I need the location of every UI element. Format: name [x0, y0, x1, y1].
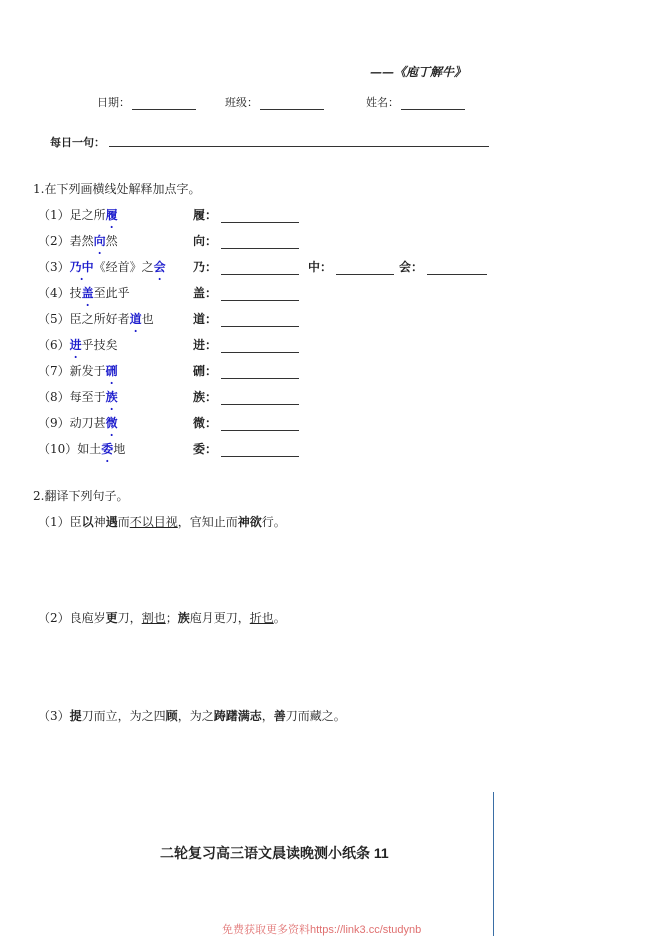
- item-text: 也: [141, 312, 154, 326]
- sentence-text: 臣: [69, 515, 82, 529]
- dotted-char: 道: [129, 312, 142, 326]
- answer-blank[interactable]: [221, 236, 299, 249]
- class-label: 班级：: [225, 96, 258, 109]
- sentence-text: ；: [165, 611, 178, 625]
- next-page-title: 二轮复习高三语文晨读晚测小纸条 11: [160, 845, 389, 861]
- key-word: 神欲: [237, 515, 262, 529]
- q1-answer-5[interactable]: [193, 310, 299, 327]
- item-number: （4）: [38, 286, 70, 300]
- key-word: 提: [69, 709, 82, 723]
- key-word: 以: [81, 515, 94, 529]
- q1-answer-3a[interactable]: [193, 258, 299, 275]
- sentence-text: ，官知止而: [177, 515, 238, 529]
- q1-item-10: [38, 440, 125, 457]
- class-field[interactable]: [225, 94, 324, 110]
- watermark-link[interactable]: 免费获取更多资料https://link3.cc/studynb: [222, 924, 422, 936]
- answer-label: 委：: [193, 442, 218, 456]
- item-number: （10）: [38, 442, 78, 456]
- answer-blank[interactable]: [427, 262, 487, 275]
- sentence-number: （1）: [38, 515, 70, 529]
- answer-blank[interactable]: [221, 392, 299, 405]
- q1-answer-10[interactable]: [193, 440, 299, 457]
- item-text: 砉然: [69, 234, 94, 248]
- answer-label: 会：: [399, 260, 424, 274]
- name-blank[interactable]: [401, 97, 465, 110]
- answer-label: 盖：: [193, 286, 218, 300]
- answer-blank[interactable]: [221, 444, 299, 457]
- page-divider: [493, 792, 494, 936]
- sentence-text: 。: [273, 611, 286, 625]
- sentence-text: ，: [261, 709, 274, 723]
- key-word: 善: [273, 709, 286, 723]
- dotted-char: 盖: [81, 286, 94, 300]
- answer-blank[interactable]: [336, 262, 394, 275]
- item-number: （9）: [38, 416, 70, 430]
- item-text: 臣之所好者: [69, 312, 130, 326]
- item-text: 然: [105, 234, 118, 248]
- sentence-text: 行。: [261, 515, 286, 529]
- sentence-number: （3）: [38, 709, 70, 723]
- dotted-char: 委: [101, 442, 114, 456]
- item-text: 新发于: [69, 364, 106, 378]
- q1-item-3: [38, 258, 166, 275]
- item-text: 乎技矣: [81, 338, 118, 352]
- item-number: （1）: [38, 208, 70, 222]
- date-label: 日期：: [97, 96, 130, 109]
- key-word: 更: [105, 611, 118, 625]
- answer-label: 履：: [193, 208, 218, 222]
- translate-sentence-2: [38, 609, 286, 626]
- translate-sentence-1: [38, 513, 286, 530]
- underlined-phrase: 割也: [141, 611, 166, 625]
- dotted-char: 向: [93, 234, 106, 248]
- source-title: ——《庖丁解牛》: [370, 65, 467, 79]
- q1-item-8: [38, 388, 118, 405]
- q1-item-2: [38, 232, 118, 249]
- answer-blank[interactable]: [221, 366, 299, 379]
- underlined-phrase: 不以目视: [129, 515, 178, 529]
- class-blank[interactable]: [260, 97, 324, 110]
- key-word: 踌躇满志: [213, 709, 262, 723]
- sentence-text: 刀而藏之。: [285, 709, 346, 723]
- q1-answer-6[interactable]: [193, 336, 299, 353]
- name-label: 姓名：: [366, 96, 399, 109]
- answer-label: 微：: [193, 416, 218, 430]
- translate-sentence-3: [38, 707, 346, 724]
- item-number: （5）: [38, 312, 70, 326]
- name-field[interactable]: [366, 94, 465, 110]
- sentence-text: 刀，: [117, 611, 142, 625]
- dotted-char: 乃中: [69, 260, 94, 274]
- item-text: 动刀甚: [69, 416, 106, 430]
- sentence-number: （2）: [38, 611, 70, 625]
- answer-blank[interactable]: [221, 314, 299, 327]
- answer-blank[interactable]: [221, 210, 299, 223]
- date-blank[interactable]: [132, 97, 196, 110]
- dotted-char: 微: [105, 416, 118, 430]
- sentence-text: 刀而立，为之四: [81, 709, 166, 723]
- sentence-text: 庖月更刀，: [189, 611, 250, 625]
- q1-answer-2[interactable]: [193, 232, 299, 249]
- q1-answer-1[interactable]: [193, 206, 299, 223]
- item-number: （2）: [38, 234, 70, 248]
- question-2-title: 2.翻译下列句子。: [33, 489, 129, 503]
- q1-item-5: [38, 310, 154, 327]
- q1-item-7: [38, 362, 118, 379]
- item-text: 《经首》之: [93, 260, 154, 274]
- key-word: 族: [177, 611, 190, 625]
- question-1-title: 1.在下列画横线处解释加点字。: [33, 182, 201, 196]
- answer-blank[interactable]: [221, 262, 299, 275]
- q1-answer-7[interactable]: [193, 362, 299, 379]
- item-text: 地: [113, 442, 126, 456]
- item-number: （6）: [38, 338, 70, 352]
- item-text: 至此乎: [93, 286, 130, 300]
- sentence-text: ，为之: [177, 709, 214, 723]
- date-field[interactable]: [97, 94, 196, 110]
- answer-label: 中：: [308, 260, 333, 274]
- answer-label: 族：: [193, 390, 218, 404]
- answer-label: 乃：: [193, 260, 218, 274]
- q1-answer-9[interactable]: [193, 414, 299, 431]
- sentence-text: 而: [117, 515, 130, 529]
- item-text: 每至于: [69, 390, 106, 404]
- q1-answer-4[interactable]: [193, 284, 299, 301]
- sentence-text: 神: [93, 515, 106, 529]
- key-word: 顾: [165, 709, 178, 723]
- answer-label: 向：: [193, 234, 218, 248]
- q1-item-9: [38, 414, 118, 431]
- key-word: 遇: [105, 515, 118, 529]
- item-text: 足之所: [69, 208, 106, 222]
- item-number: （8）: [38, 390, 70, 404]
- answer-label: 硎：: [193, 364, 218, 378]
- q1-answer-3b[interactable]: [308, 258, 394, 275]
- dotted-char: 族: [105, 390, 118, 404]
- item-number: （3）: [38, 260, 70, 274]
- answer-label: 道：: [193, 312, 218, 326]
- dotted-char: 进: [69, 338, 82, 352]
- answer-blank[interactable]: [221, 340, 299, 353]
- dotted-char: 履: [105, 208, 118, 222]
- item-text: 技: [69, 286, 82, 300]
- underlined-phrase: 折也: [249, 611, 274, 625]
- daily-sentence-label: 每日一句：: [50, 136, 105, 149]
- answer-blank[interactable]: [221, 418, 299, 431]
- answer-label: 进：: [193, 338, 218, 352]
- dotted-char: 会: [153, 260, 166, 274]
- q1-answer-8[interactable]: [193, 388, 299, 405]
- q1-item-1: [38, 206, 118, 223]
- q1-answer-3c[interactable]: [399, 258, 487, 275]
- item-text: 如土: [77, 442, 102, 456]
- q1-item-6: [38, 336, 118, 353]
- sentence-text: 良庖岁: [69, 611, 106, 625]
- dotted-char: 硎: [105, 364, 118, 378]
- daily-sentence-blank[interactable]: [109, 146, 489, 147]
- q1-item-4: [38, 284, 130, 301]
- item-number: （7）: [38, 364, 70, 378]
- answer-blank[interactable]: [221, 288, 299, 301]
